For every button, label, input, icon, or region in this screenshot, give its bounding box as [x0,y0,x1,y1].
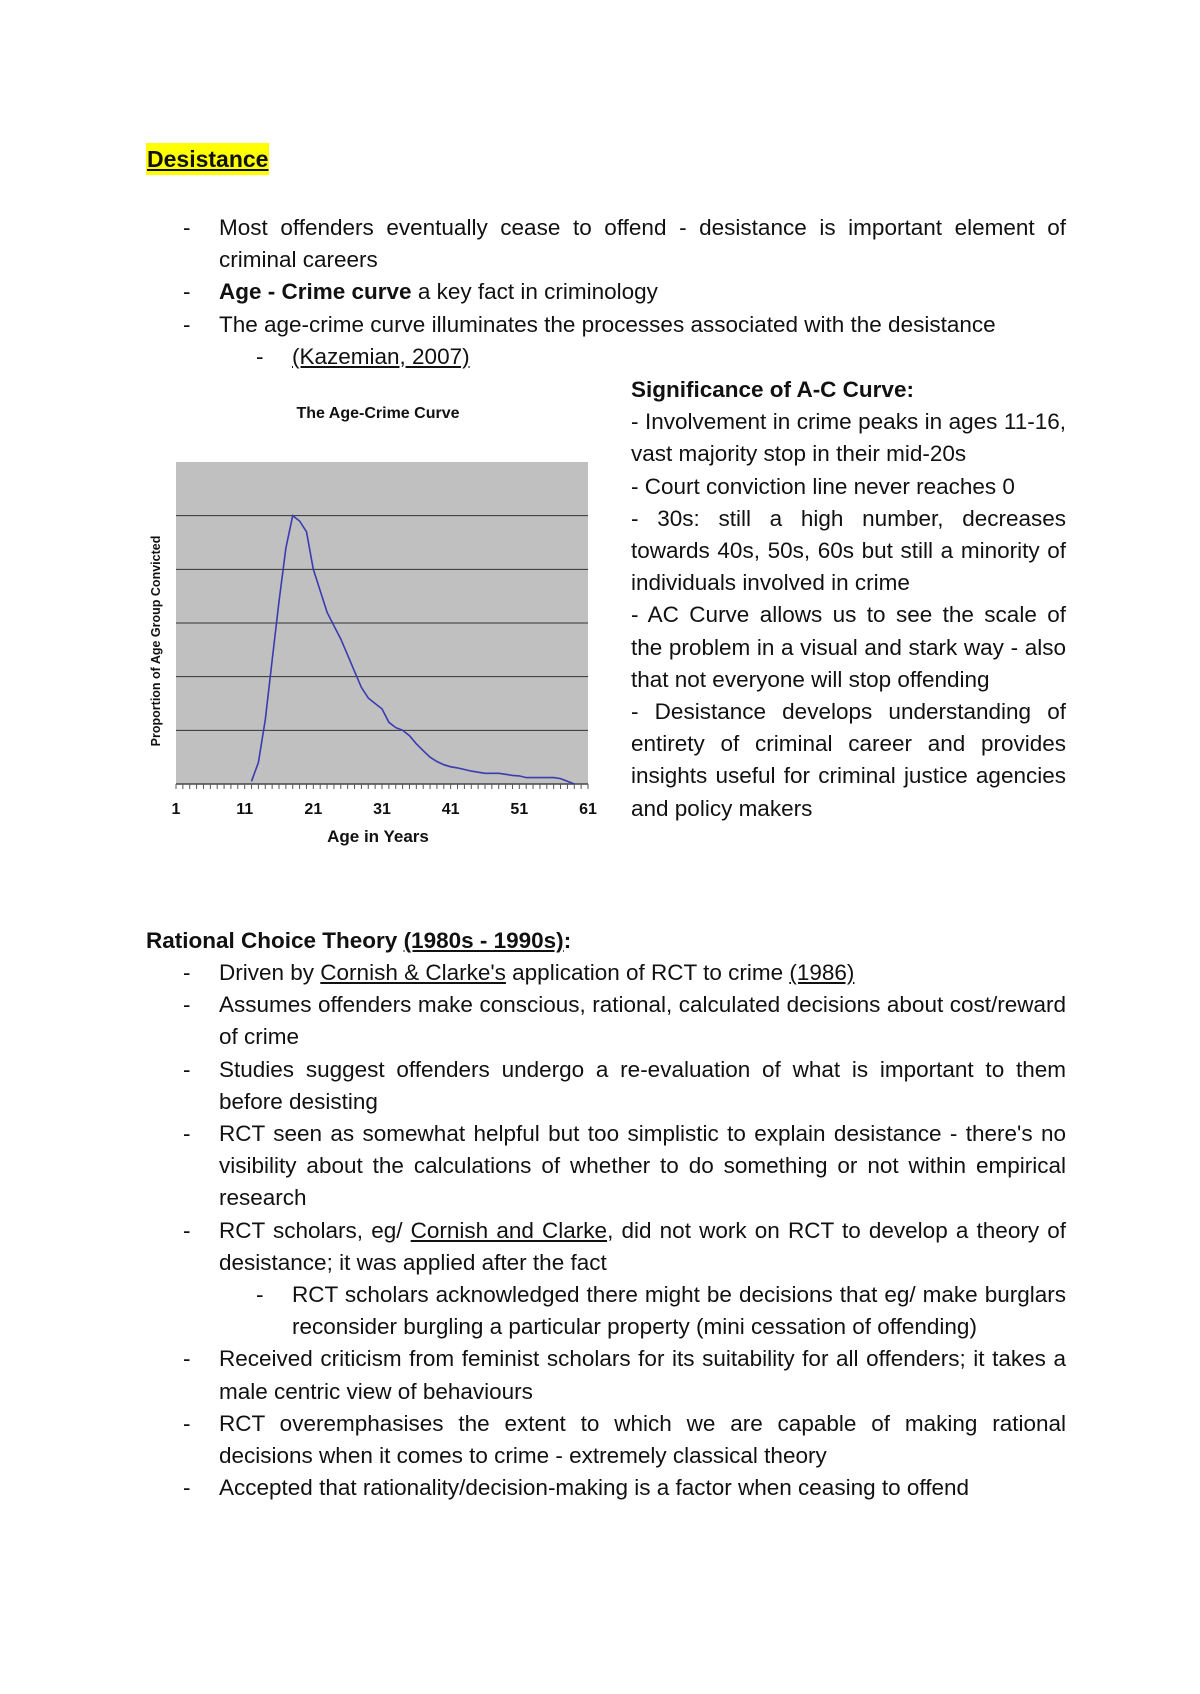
list-item [146,1118,1066,1215]
bullet-bold-term: Age - Crime curve [219,279,412,305]
bullet-text: Most offenders eventually cease to offend - desistance is important element of criminal careers [219,215,1066,273]
list-item [146,1279,1066,1343]
bullet-dash: - [183,1217,191,1243]
reference-link[interactable]: (1986) [789,960,855,985]
list-item [146,212,1066,276]
bullet-text: RCT overemphasises the extent to which we are capable of making rational decisions when it comes to crime - extremely classical theory [219,1410,1066,1469]
bullet-text: Studies suggest offenders undergo a re-evaluation of what is important to them before desisting [219,1056,1066,1114]
significance-item: - Court conviction line never reaches 0 [631,473,1015,499]
significance-item: - 30s: still a high number, decreases towards 40s, 50s, 60s but still a minority of individuals involved in crime [631,505,1066,596]
rct-title-colon: : [563,928,572,953]
bullet-dash: - [183,311,191,337]
x-tick-label: 21 [304,801,323,818]
section-heading-rct [146,925,571,957]
x-tick-label: 61 [579,801,597,818]
chart-title: The Age-Crime Curve [296,405,460,422]
bullet-dash: - [256,343,264,369]
bullet-text: Received criticism from feminist scholars for its suitability for all offenders; it takes a male centric view of behaviours [219,1346,1066,1404]
x-tick-label: 51 [510,801,529,818]
bullet-dash: - [183,992,191,1018]
bullet-text: The age-crime curve illuminates the processes associated with the desistance [219,311,996,337]
significance-panel [631,374,1066,825]
desistance-bullet-list [146,212,1066,373]
list-item [146,276,1066,308]
significance-item: - Desistance develops understanding of entirety of criminal career and provides insights useful for criminal justice agencies and policy makers [631,699,1066,821]
bullet-dash: - [183,215,191,240]
rct-title: Rational Choice Theory [146,928,398,953]
x-axis-label: Age in Years [327,827,429,846]
section-heading-desistance: Desistance [146,143,269,175]
bullet-text: Accepted that rationality/decision-making is a factor when ceasing to offend [219,1475,970,1501]
bullet-text: RCT scholars, eg/ [219,1217,411,1243]
age-crime-chart [140,400,600,860]
bullet-dash: - [256,1282,264,1308]
list-item [146,1343,1066,1407]
bullet-dash: - [183,1121,191,1147]
citation-link[interactable]: (Kazemian, 2007) [292,343,470,369]
list-item [146,1054,1066,1118]
bullet-dash: - [183,960,191,985]
bullet-dash: - [183,279,191,305]
list-item [146,1215,1066,1279]
x-tick-label: 41 [441,801,460,818]
reference-link[interactable]: Cornish and Clarke [410,1217,608,1243]
bullet-text: Driven by [219,960,321,985]
bullet-text: RCT scholars acknowledged there might be decisions that eg/ make burglars reconsider burgling a particular property (mini cessation of offending) [292,1282,1066,1340]
bullet-text: application of RCT to crime [505,960,790,985]
bullet-dash: - [183,1056,191,1082]
list-item [146,1408,1066,1472]
significance-item: - Involvement in crime peaks in ages 11-16, vast majority stop in their mid-20s [631,409,1066,467]
x-tick-label: 31 [373,801,391,818]
list-item [146,957,1066,989]
bullet-text: a key fact in criminology [411,279,658,305]
bullet-dash: - [183,1475,191,1501]
rct-bullet-list [146,957,1066,1504]
significance-title: Significance of A-C Curve: [631,377,914,402]
bullet-text: , did not work on RCT to develop a theory of desistance; it was applied after the fact [219,1217,1067,1275]
significance-item: - AC Curve allows us to see the scale of the problem in a visual and stark way - also that not everyone will stop offending [631,602,1066,692]
bullet-dash: - [183,1410,191,1436]
bullet-dash: - [183,1346,191,1372]
reference-link[interactable]: Cornish & Clarke's [320,960,506,985]
bullet-text: Assumes offenders make conscious, rational, calculated decisions about cost/reward of crime [219,992,1066,1050]
y-axis-label: Proportion of Age Group Convicted [149,535,163,747]
x-tick-label: 11 [236,801,254,818]
x-tick-label: 1 [171,801,181,818]
list-item [146,341,1066,373]
bullet-text: RCT seen as somewhat helpful but too simplistic to explain desistance - there's no visibility about the calculations of whether to do something or not within empirical research [219,1121,1066,1211]
list-item [146,309,1066,341]
rct-title-years: (1980s - 1990s) [403,928,564,953]
list-item [146,1472,1066,1504]
list-item [146,989,1066,1053]
